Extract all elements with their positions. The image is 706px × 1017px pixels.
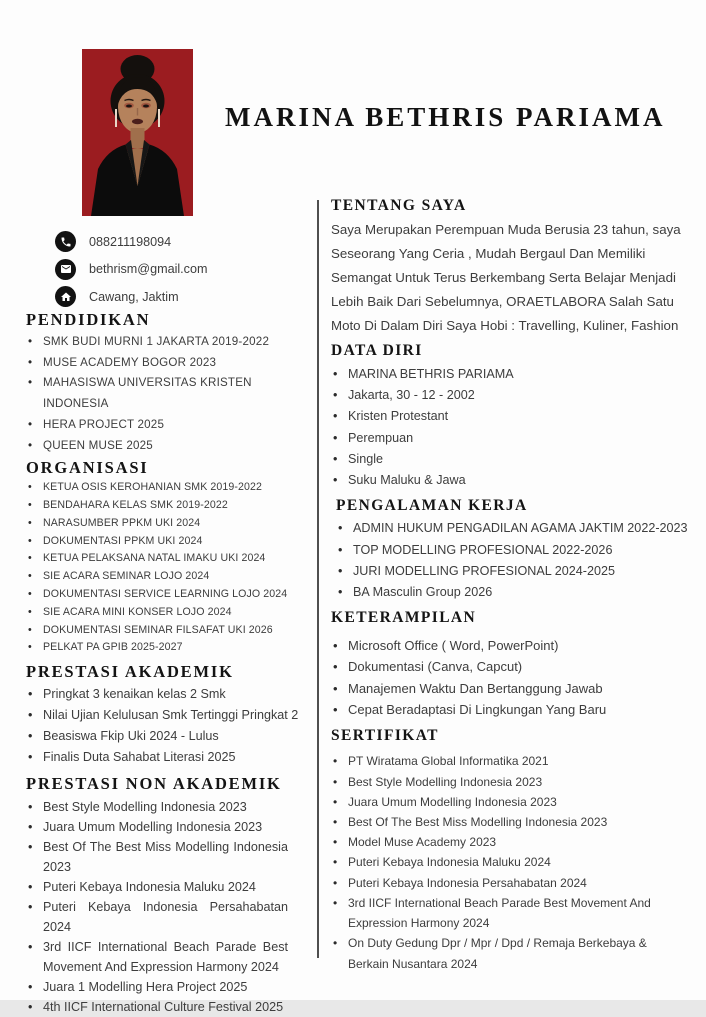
page-title: MARINA BETHRIS PARIAMA bbox=[225, 102, 666, 132]
list-item: • MARINA BETHRIS PARIAMA bbox=[331, 364, 693, 385]
section-prestasi-non-akademik bbox=[26, 774, 300, 1017]
list-item: • Best Style Modelling Indonesia 2023 bbox=[26, 797, 288, 817]
data-diri-list bbox=[331, 364, 693, 491]
mail-icon bbox=[55, 259, 76, 280]
list-item: • Finalis Duta Sahabat Literasi 2025 bbox=[26, 747, 300, 768]
prestasi-non-akademik-list bbox=[26, 797, 288, 1017]
list-item: • Best Style Modelling Indonesia 2023 bbox=[331, 772, 683, 792]
pengalaman-kerja-list bbox=[331, 518, 693, 604]
list-item: • Single bbox=[331, 449, 693, 470]
list-item: • Puteri Kebaya Indonesia Maluku 2024 bbox=[331, 852, 683, 872]
list-item: • SIE ACARA SEMINAR LOJO 2024 bbox=[26, 568, 300, 586]
section-tentang-saya bbox=[331, 196, 693, 338]
list-item: • PELKAT PA GPIB 2025-2027 bbox=[26, 639, 300, 657]
section-title-tentang-saya: TENTANG SAYA bbox=[331, 197, 467, 214]
section-title-data-diri: DATA DIRI bbox=[331, 342, 423, 359]
list-item: • 3rd IICF International Beach Parade Best Movement And Expression Harmony 2024 bbox=[331, 893, 683, 933]
list-item: • Microsoft Office ( Word, PowerPoint) bbox=[331, 635, 693, 656]
section-title-prestasi-non-akademik: PRESTASI NON AKADEMIK bbox=[26, 774, 282, 794]
email-address: bethrism@gmail.com bbox=[89, 262, 208, 276]
list-item: • DOKUMENTASI SERVICE LEARNING LOJO 2024 bbox=[26, 586, 300, 604]
list-item: • JURI MODELLING PROFESIONAL 2024-2025 bbox=[336, 561, 693, 582]
list-item: • BENDAHARA KELAS SMK 2019-2022 bbox=[26, 497, 300, 515]
keterampilan-list bbox=[331, 635, 693, 721]
section-prestasi-akademik bbox=[26, 662, 300, 767]
list-item: • On Duty Gedung Dpr / Mpr / Dpd / Remaja Berkebaya & Berkain Nusantara 2024 bbox=[331, 933, 683, 973]
sertifikat-list bbox=[331, 751, 683, 973]
list-item: • Nilai Ujian Kelulusan Smk Tertinggi Pringkat 2 bbox=[26, 705, 300, 726]
pendidikan-list bbox=[26, 332, 300, 456]
list-item: • PT Wiratama Global Informatika 2021 bbox=[331, 751, 683, 771]
portrait-illustration bbox=[82, 49, 193, 216]
section-title-prestasi-akademik: PRESTASI AKADEMIK bbox=[26, 662, 234, 682]
contact-email bbox=[55, 259, 207, 280]
list-item: • Manajemen Waktu Dan Bertanggung Jawab bbox=[331, 678, 693, 699]
prestasi-akademik-list bbox=[26, 684, 300, 767]
list-item: • HERA PROJECT 2025 bbox=[26, 415, 300, 436]
section-title-organisasi: ORGANISASI bbox=[26, 458, 149, 478]
contact-block bbox=[55, 231, 207, 314]
list-item: • Cepat Beradaptasi Di Lingkungan Yang Baru bbox=[331, 699, 693, 720]
list-item: • TOP MODELLING PROFESIONAL 2022-2026 bbox=[336, 540, 693, 561]
list-item: • SIE ACARA MINI KONSER LOJO 2024 bbox=[26, 604, 300, 622]
section-title-pengalaman-kerja: PENGALAMAN KERJA bbox=[336, 497, 528, 515]
list-item: • Best Of The Best Miss Modelling Indonesia 2023 bbox=[331, 812, 683, 832]
list-item: • Suku Maluku & Jawa bbox=[331, 470, 693, 491]
list-item: • Kristen Protestant bbox=[331, 406, 693, 427]
section-title-sertifikat: SERTIFIKAT bbox=[331, 727, 439, 745]
list-item: • Puteri Kebaya Indonesia Persahabatan 2024 bbox=[26, 897, 288, 937]
section-title-pendidikan: PENDIDIKAN bbox=[26, 310, 151, 329]
list-item: • Juara Umum Modelling Indonesia 2023 bbox=[26, 817, 288, 837]
home-icon bbox=[55, 286, 76, 307]
list-item: • KETUA OSIS KEROHANIAN SMK 2019-2022 bbox=[26, 479, 300, 497]
list-item: • Juara 1 Modelling Hera Project 2025 bbox=[26, 977, 288, 997]
phone-number: 088211198094 bbox=[89, 234, 172, 249]
list-item: • Pringkat 3 kenaikan kelas 2 Smk bbox=[26, 684, 300, 705]
organisasi-list bbox=[26, 479, 300, 657]
section-organisasi bbox=[26, 458, 300, 657]
column-divider bbox=[317, 200, 319, 958]
section-keterampilan bbox=[331, 608, 693, 721]
list-item: • 4th IICF International Culture Festival 2025 bbox=[26, 997, 288, 1017]
list-item: • ADMIN HUKUM PENGADILAN AGAMA JAKTIM 2022-2023 bbox=[336, 518, 693, 539]
list-item: • DOKUMENTASI SEMINAR FILSAFAT UKI 2026 bbox=[26, 622, 300, 640]
list-item: • Juara Umum Modelling Indonesia 2023 bbox=[331, 792, 683, 812]
list-item: • 3rd IICF International Beach Parade Best Movement And Expression Harmony 2024 bbox=[26, 937, 288, 977]
list-item: • KETUA PELAKSANA NATAL IMAKU UKI 2024 bbox=[26, 550, 300, 568]
list-item: • Puteri Kebaya Indonesia Persahabatan 2024 bbox=[331, 873, 683, 893]
phone-icon bbox=[55, 231, 76, 252]
contact-location bbox=[55, 286, 207, 307]
list-item: • Model Muse Academy 2023 bbox=[331, 832, 683, 852]
list-item: • Beasiswa Fkip Uki 2024 - Lulus bbox=[26, 726, 300, 747]
section-sertifikat bbox=[331, 726, 693, 973]
list-item: • SMK BUDI MURNI 1 JAKARTA 2019-2022 bbox=[26, 332, 300, 353]
profile-photo bbox=[82, 49, 193, 216]
list-item: • MAHASISWA UNIVERSITAS KRISTEN INDONESIA bbox=[26, 373, 300, 414]
list-item: • BA Masculin Group 2026 bbox=[336, 582, 693, 603]
list-item: • Puteri Kebaya Indonesia Maluku 2024 bbox=[26, 877, 288, 897]
right-column bbox=[331, 196, 693, 974]
section-data-diri bbox=[331, 341, 693, 491]
contact-phone bbox=[55, 231, 207, 252]
list-item: • QUEEN MUSE 2025 bbox=[26, 436, 300, 457]
list-item: • MUSE ACADEMY BOGOR 2023 bbox=[26, 353, 300, 374]
list-item: • Jakarta, 30 - 12 - 2002 bbox=[331, 385, 693, 406]
list-item: • Dokumentasi (Canva, Capcut) bbox=[331, 656, 693, 677]
section-pendidikan bbox=[26, 310, 300, 456]
location-text: Cawang, Jaktim bbox=[89, 289, 179, 304]
list-item: • NARASUMBER PPKM UKI 2024 bbox=[26, 515, 300, 533]
section-pengalaman-kerja bbox=[331, 496, 693, 604]
section-title-keterampilan: KETERAMPILAN bbox=[331, 608, 477, 626]
list-item: • Best Of The Best Miss Modelling Indonesia 2023 bbox=[26, 837, 288, 877]
about-paragraph: Saya Merupakan Perempuan Muda Berusia 23 tahun, saya Seseorang Yang Ceria , Mudah Bergaul Dan Memiliki Semangat Untuk Terus Berkembang Serta Belajar Menjadi Lebih Baik Dari Sebelumnya, ORAETLABORA Salah Satu Moto Di Dalam Diri Saya Hobi : Travelling, Kuliner, Fashion bbox=[331, 222, 681, 333]
list-item: • DOKUMENTASI PPKM UKI 2024 bbox=[26, 533, 300, 551]
list-item: • Perempuan bbox=[331, 428, 693, 449]
left-column bbox=[26, 310, 300, 1017]
